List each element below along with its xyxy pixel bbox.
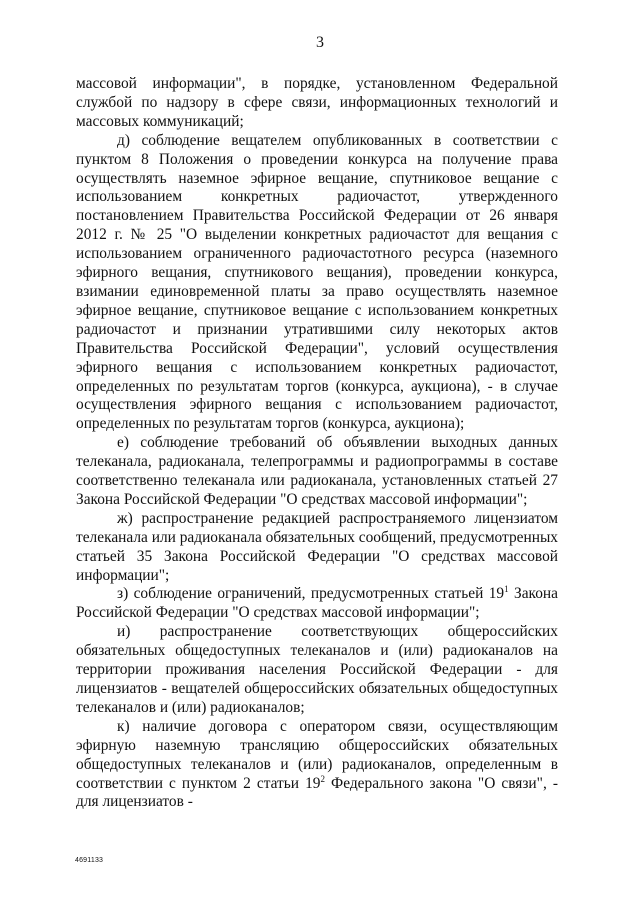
- paragraph-item-zh: ж) распространение редакцией распространяемого лицензиатом телеканала или радиоканала обязательных сообщений, предусмотренных статьей 35 Закона Российской Федерации "О средствах массовой информации";: [76, 509, 558, 584]
- document-body: [76, 75, 558, 812]
- paragraph-item-d: д) соблюдение вещателем опубликованных в соответствии с пунктом 8 Положения о проведении конкурса на получение права осуществлять наземное эфирное вещание, спутниковое вещание с использованием конкретных радиочастот, утвержденного постановлением Правительства Российской Федерации от 26 января 2012 г. № 25 "О выделении конкретных радиочастот для вещания с использованием ограниченного радиочастотного ресурса (наземного эфирного вещания, спутникового вещания), проведении конкурса, взимании единовременной платы за право осуществлять наземное эфирное вещание, спутниковое вещание с использованием конкретных радиочастот и признании утратившими силу некоторых актов Правительства Российской Федерации", условий осуществления эфирного вещания с использованием конкретных радиочастот, определенных по результатам торгов (конкурса, аукциона), - в случае осуществления эфирного вещания с использованием радиочастот, определенных по результатам торгов (конкурса, аукциона);: [76, 131, 558, 433]
- document-footer-code: 4691133: [75, 857, 104, 864]
- paragraph-item-z-text-after: Закона Российской Федерации "О средствах массовой информации";: [76, 585, 558, 622]
- paragraph-item-k-superscript: 2: [320, 773, 325, 784]
- paragraph-item-z: [76, 585, 558, 623]
- page-number: 3: [316, 34, 324, 51]
- paragraph-item-z-superscript: 1: [504, 584, 509, 595]
- paragraph-item-i: и) распространение соответствующих общероссийских обязательных общедоступных телеканалов и (или) радиоканалов на территории проживания населения Российской Федерации - для лицензиатов - вещателей общероссийских обязательных общедоступных телеканалов и (или) радиоканалов;: [76, 623, 558, 716]
- paragraph-item-e: е) соблюдение требований об объявлении выходных данных телеканала, радиоканала, телепрограммы и радиопрограммы в составе соответственно телеканала или радиоканала, установленных статьей 27 Закона Российской Федерации "О средствах массовой информации";: [76, 434, 558, 508]
- paragraph-continuation: массовой информации", в порядке, установленном Федеральной службой по надзору в сфере связи, информационных технологий и массовых коммуникаций;: [76, 75, 558, 130]
- paragraph-item-k-text-before: к) наличие договора с оператором связи, осуществляющим эфирную наземную трансляцию общероссийских обязательных общедоступных телеканалов и (или) радиоканалов, определенным в соответствии с пунктом 2 статьи 19: [76, 717, 558, 792]
- paragraph-item-k-text-after: Федерального закона "О связи", - для лицензиатов -: [76, 774, 558, 811]
- paragraph-item-z-text-before: з) соблюдение ограничений, предусмотренных статьей 19: [117, 585, 505, 603]
- paragraph-item-k: [76, 718, 558, 813]
